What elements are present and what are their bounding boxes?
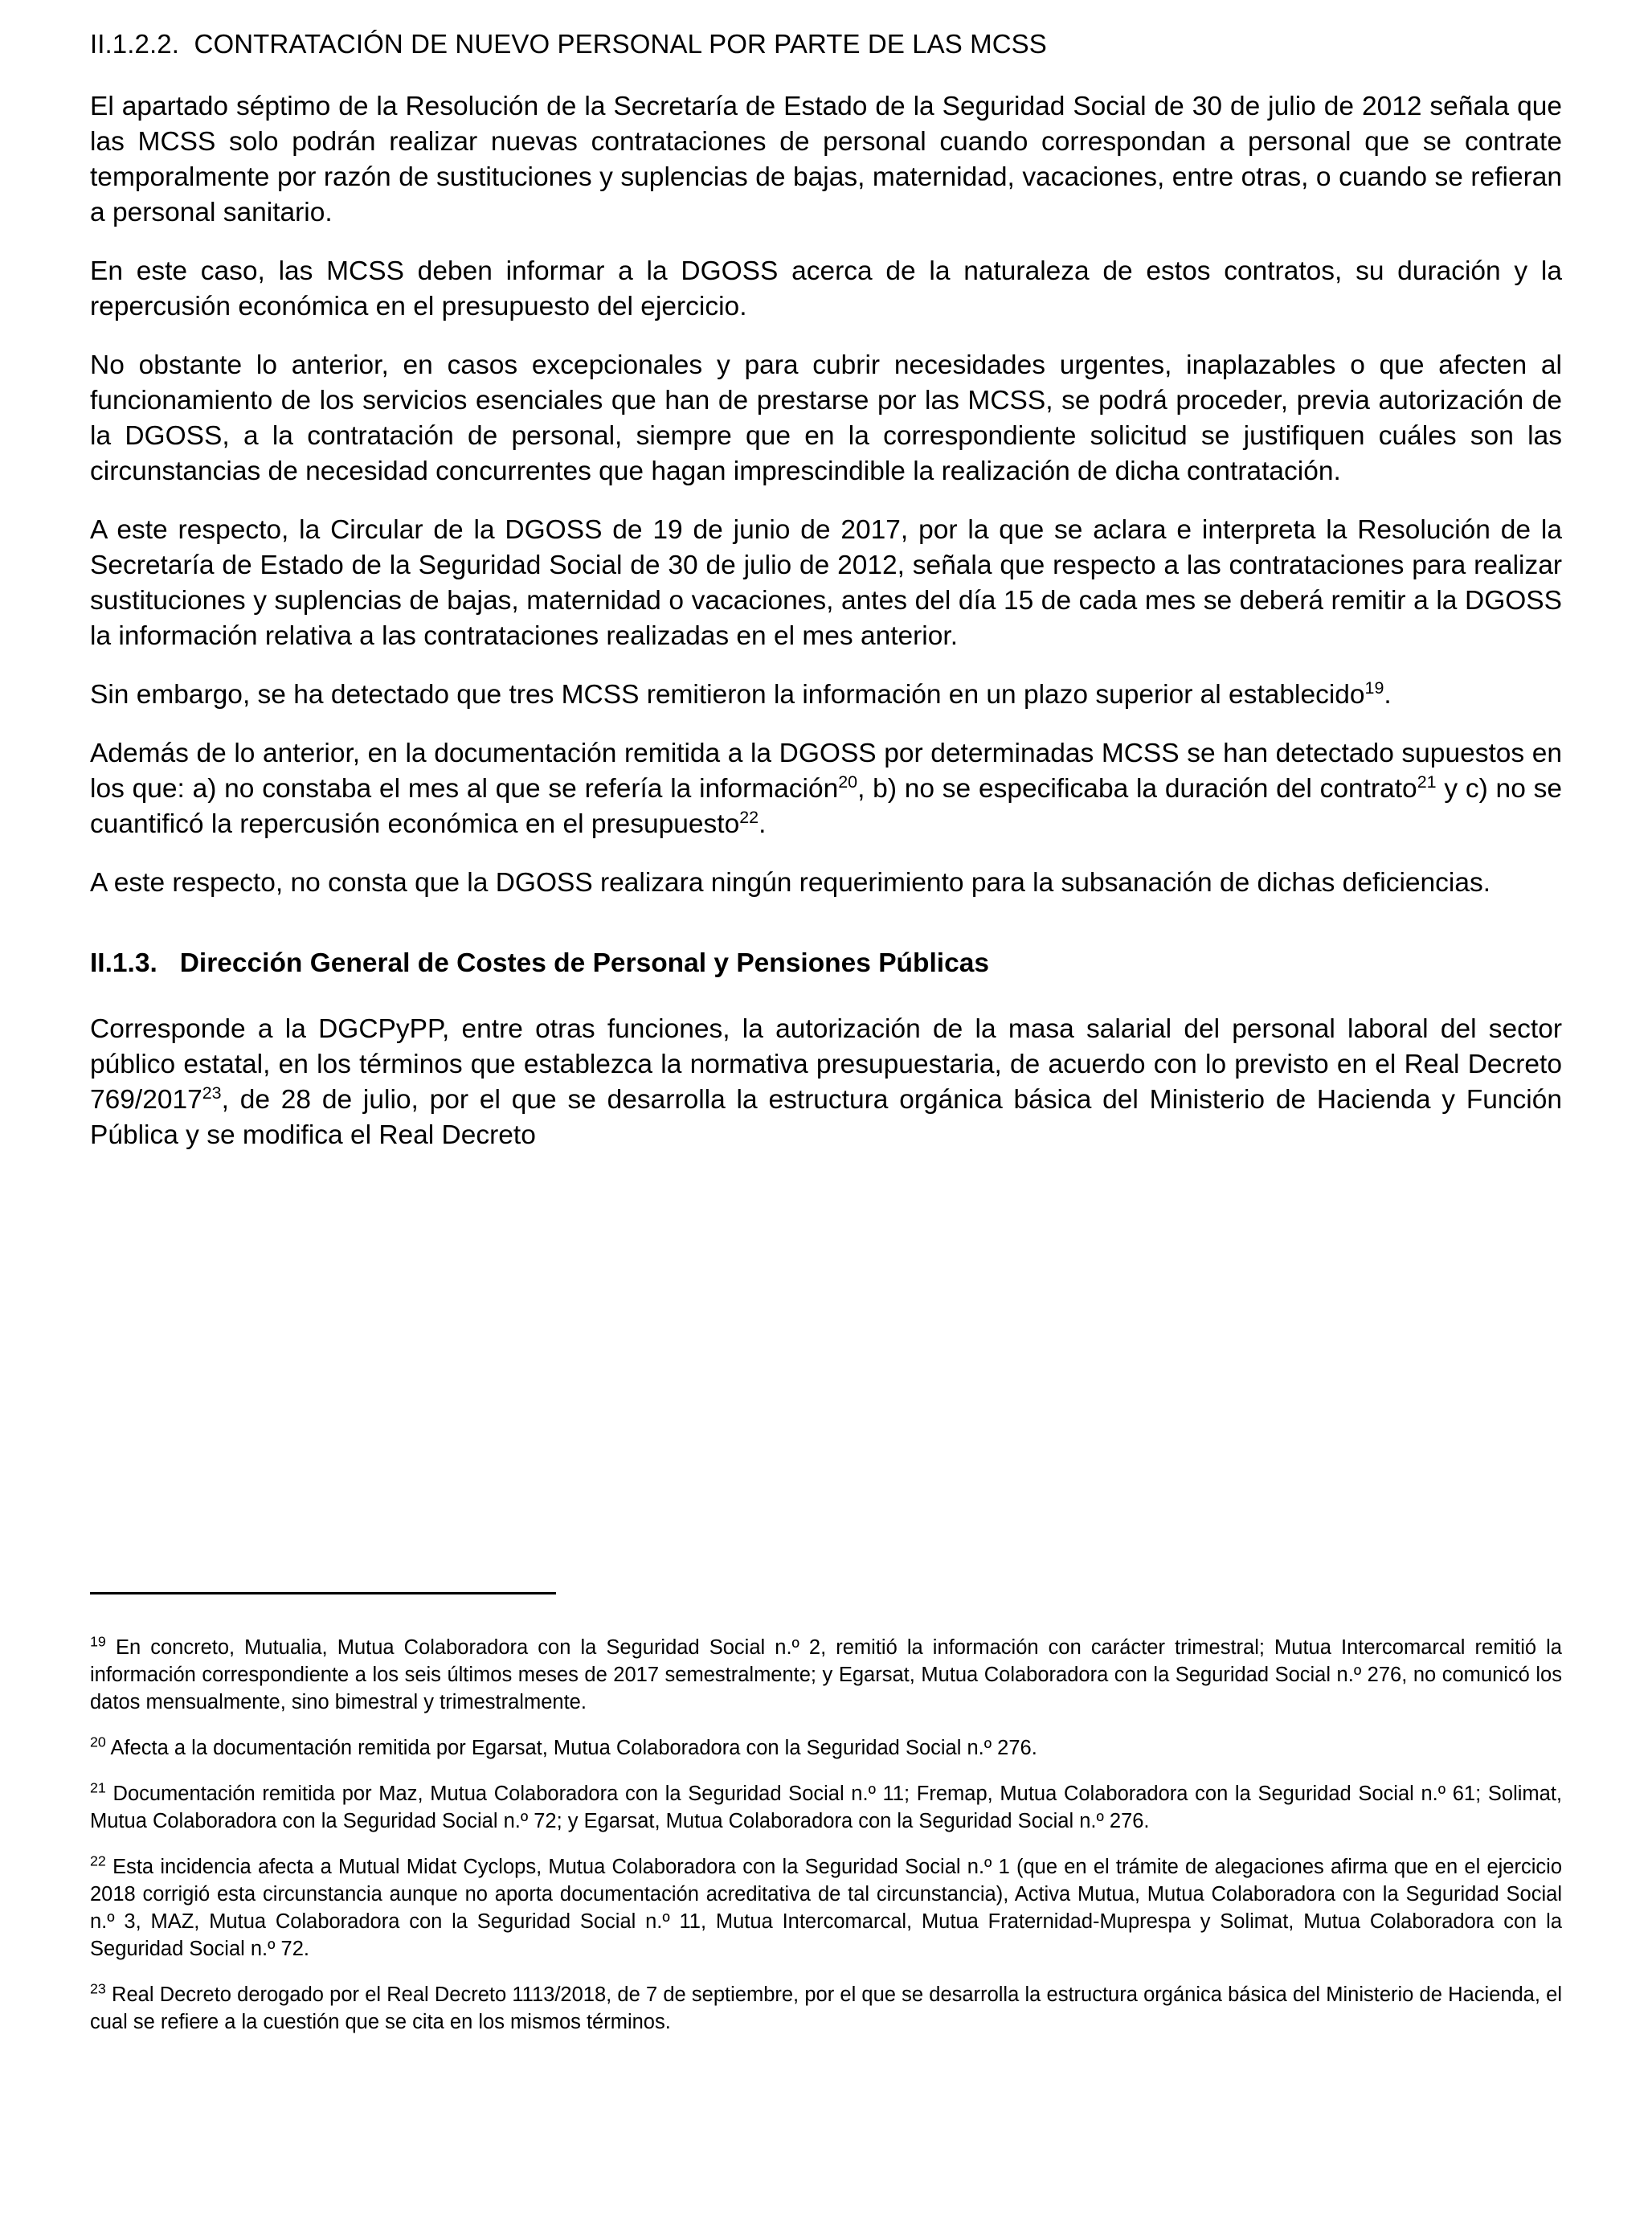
paragraph-6-text-c: y c) no se cuantificó la repercusión económica en el presupuesto xyxy=(90,774,1562,840)
footnote-20 xyxy=(90,1734,1562,1762)
footnote-ref-19[interactable]: 19 xyxy=(1364,678,1384,698)
paragraph-5 xyxy=(90,677,1562,713)
footnote-20-text: Afecta a la documentación remitida por Egarsat, Mutua Colaboradora con la Seguridad Social n.º 276. xyxy=(105,1737,1037,1759)
footnote-ref-22[interactable]: 22 xyxy=(739,808,759,828)
footnote-ref-21[interactable]: 21 xyxy=(1417,772,1437,792)
paragraph-6-text-a: Además de lo anterior, en la documentación remitida a la DGOSS por determinadas MCSS se han detectado supuestos en los que: a) no constaba el mes al que se refería la información xyxy=(90,739,1562,804)
footnote-22-text: Esta incidencia afecta a Mutual Midat Cyclops, Mutua Colaboradora con la Seguridad Social n.º 1 (que en el trámite de alegaciones afirma que en el ejercicio 2018 corrigió esta circunstancia aunque no aporta documentación acreditativa de tal circunstancia), Activa Mutua, Mutua Colaboradora con la Seguridad Social n.º 3, MAZ, Mutua Colaboradora con la Seguridad Social n.º 11, Mutua Intercomarcal, Mutua Fraternidad-Muprespa y Solimat, Mutua Colaboradora con la Seguridad Social n.º 72. xyxy=(90,1856,1562,1960)
footnote-22 xyxy=(90,1853,1562,1963)
footnote-marker-19: 19 xyxy=(90,1633,106,1650)
footnote-23-text: Real Decreto derogado por el Real Decreto 1113/2018, de 7 de septiembre, por el que se desarrolla la estructura orgánica básica del Ministerio de Hacienda, el cual se refiere a la cuestión que se cita en los mismos términos. xyxy=(90,1983,1562,2033)
footnote-21 xyxy=(90,1780,1562,1835)
paragraph-7: A este respecto, no consta que la DGOSS realizara ningún requerimiento para la subsanación de dichas deficiencias. xyxy=(90,868,1491,899)
paragraph-4: A este respecto, la Circular de la DGOSS de 19 de junio de 2017, por la que se aclara e interpreta la Resolución de la Secretaría de Estado de la Seguridad Social de 30 de julio de 2012, señala que respecto a las contrataciones para realizar sustituciones y suplencias de bajas, maternidad o vacaciones, antes del día 15 de cada mes se deberá remitir a la DGOSS la información relativa a las contrataciones realizadas en el mes anterior. xyxy=(90,515,1562,652)
paragraph-5-text: Sin embargo, se ha detectado que tres MCSS remitieron la información en un plazo superior al establecido xyxy=(90,680,1365,710)
paragraph-8-text-b: , de 28 de julio, por el que se desarrolla la estructura orgánica básica del Ministerio de Hacienda y Función Pública y se modifica el Real Decreto xyxy=(90,1085,1562,1151)
footnote-ref-23[interactable]: 23 xyxy=(202,1083,222,1103)
footnote-separator-rule xyxy=(90,1592,556,1594)
footnote-marker-22: 22 xyxy=(90,1852,106,1869)
footnote-19 xyxy=(90,1634,1562,1716)
footnote-marker-23: 23 xyxy=(90,1980,106,1997)
paragraph-5-tail: . xyxy=(1384,680,1392,710)
paragraph-2: En este caso, las MCSS deben informar a la DGOSS acerca de la naturaleza de estos contratos, su duración y la repercusión económica en el presupuesto del ejercicio. xyxy=(90,256,1562,322)
footnote-marker-21: 21 xyxy=(90,1779,106,1796)
section-heading-ii-1-2-2: II.1.2.2. CONTRATACIÓN DE NUEVO PERSONAL POR PARTE DE LAS MCSS xyxy=(90,29,1047,59)
footnote-23 xyxy=(90,1981,1562,2036)
page-content xyxy=(90,27,1562,1153)
paragraph-6-tail: . xyxy=(759,809,767,840)
paragraph-1: El apartado séptimo de la Resolución de la Secretaría de Estado de la Seguridad Social de 30 de julio de 2012 señala que las MCSS solo podrán realizar nuevas contrataciones de personal cuando correspondan a personal que se contrate temporalmente por razón de sustituciones y suplencias de bajas, maternidad, vacaciones, entre otras, o cuando se refieran a personal sanitario. xyxy=(90,92,1562,228)
footnote-ref-20[interactable]: 20 xyxy=(838,772,858,792)
sub-heading-ii-1-3: II.1.3. Dirección General de Costes de Personal y Pensiones Públicas xyxy=(90,948,989,979)
footnote-list xyxy=(90,1634,1562,2036)
paragraph-3: No obstante lo anterior, en casos excepcionales y para cubrir necesidades urgentes, inaplazables o que afecten al funcionamiento de los servicios esenciales que han de prestarse por las MCSS, se podrá proceder, previa autorización de la DGOSS, a la contratación de personal, siempre que en la correspondiente solicitud se justifiquen cuáles son las circunstancias de necesidad concurrentes que hagan imprescindible la realización de dicha contratación. xyxy=(90,350,1562,487)
footnote-marker-20: 20 xyxy=(90,1734,106,1750)
paragraph-8 xyxy=(90,1012,1562,1153)
footnote-21-text: Documentación remitida por Maz, Mutua Colaboradora con la Seguridad Social n.º 11; Fremap, Mutua Colaboradora con la Seguridad Social n.º 61; Solimat, Mutua Colaboradora con la Seguridad Social n.º 72; y Egarsat, Mutua Colaboradora con la Seguridad Social n.º 276. xyxy=(90,1783,1562,1832)
paragraph-6-text-b: , b) no se especificaba la duración del contrato xyxy=(857,774,1417,804)
paragraph-6 xyxy=(90,736,1562,842)
footnote-19-text: En concreto, Mutualia, Mutua Colaboradora con la Seguridad Social n.º 2, remitió la información con carácter trimestral; Mutua Intercomarcal remitió la información correspondiente a los seis últimos meses de 2017 semestralmente; y Egarsat, Mutua Colaboradora con la Seguridad Social n.º 276, no comunicó los datos mensualmente, sino bimestral y trimestralmente. xyxy=(90,1636,1562,1713)
paragraph-8-text-a: Corresponde a la DGCPyPP, entre otras funciones, la autorización de la masa salarial del personal laboral del sector público estatal, en los términos que establezca la normativa presupuestaria, de acuerdo con lo previsto en el Real Decreto 769/2017 xyxy=(90,1014,1562,1116)
